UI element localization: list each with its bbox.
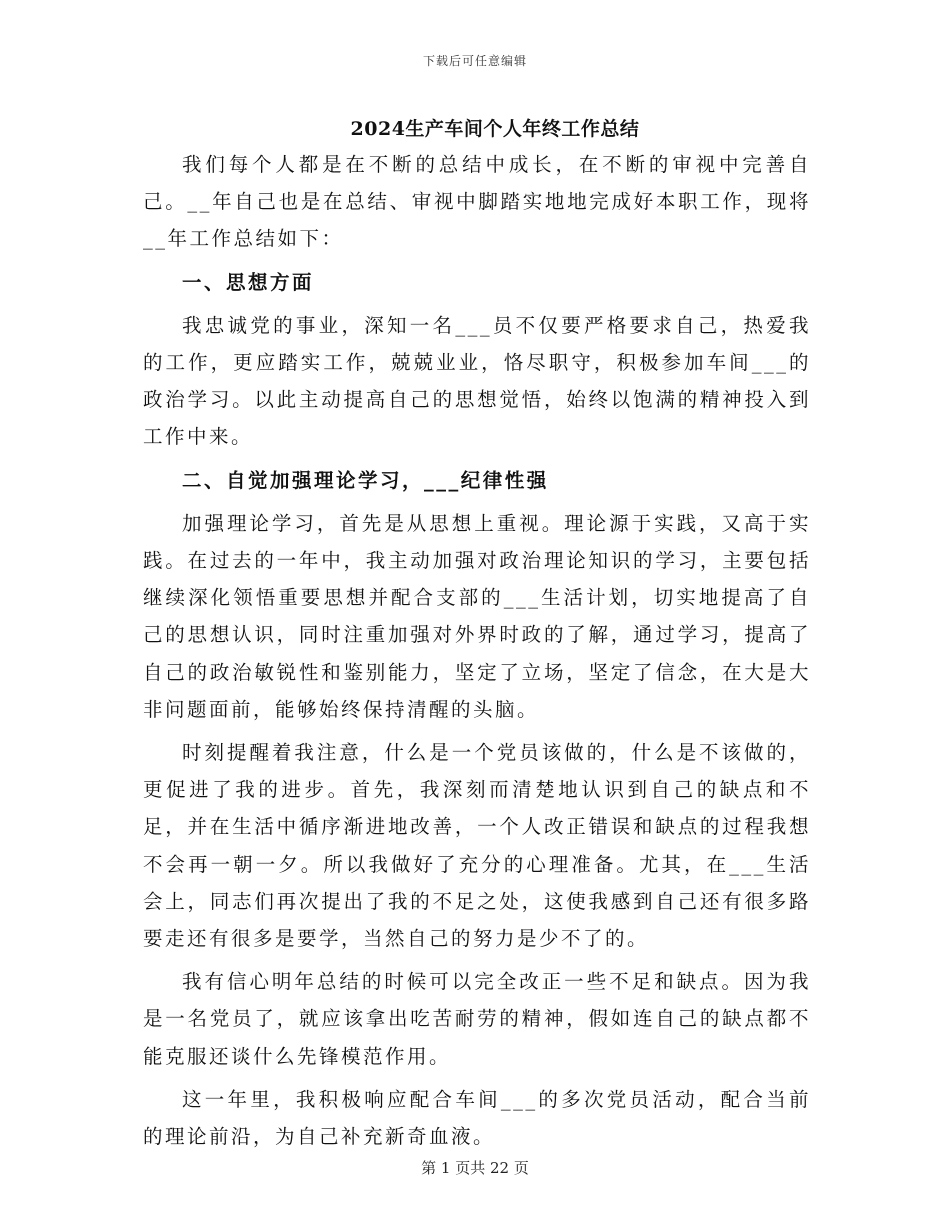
intro-paragraph: 我们每个人都是在不断的总结中成长，在不断的审视中完善自己。__年自己也是在总结、审视中脚踏实地地完成好本职工作，现将__年工作总结如下： (143, 153, 811, 251)
section-2-paragraph: 加强理论学习，首先是从思想上重视。理论源于实践，又高于实践。在过去的一年中，我主动加强对政治理论知识的学习，主要包括继续深化领悟重要思想并配合支部的___生活计划，切实地提高了自己的思想认识，同时注重加强对外界时政的了解，通过学习，提高了自己的政治敏锐性和鉴别能力，坚定了立场，坚定了信念，在大是大非问题面前，能够始终保持清醒的头脑。 (143, 511, 811, 721)
section-heading-1: 一、思想方面 (182, 270, 315, 294)
section-heading-2: 二、自觉加强理论学习，___纪律性强 (182, 468, 549, 492)
header-note: 下载后可任意编辑 (422, 54, 527, 68)
section-2-paragraph: 这一年里，我积极响应配合车间___的多次党员活动，配合当前的理论前沿，为自己补充新奇血液。 (143, 1087, 811, 1149)
document-title: 2024生产车间个人年终工作总结 (350, 118, 640, 140)
document-body (143, 146, 811, 1155)
section-2-paragraph: 时刻提醒着我注意，什么是一个党员该做的，什么是不该做的，更促进了我的进步。首先，我深刻而清楚地认识到自己的缺点和不足，并在生活中循序渐进地改善，一个人改正错误和缺点的过程我想不会再一朝一夕。所以我做好了充分的心理准备。尤其，在___生活会上，同志们再次提出了我的不足之处，这使我感到自己还有很多路要走还有很多是要学，当然自己的努力是少不了的。 (143, 741, 811, 951)
section-2-paragraph: 我有信心明年总结的时候可以完全改正一些不足和缺点。因为我是一名党员了，就应该拿出吃苦耐劳的精神，假如连自己的缺点都不能克服还谈什么先锋模范作用。 (143, 970, 811, 1068)
page-footer: 第 1 页共 22 页 (421, 1159, 529, 1177)
section-1-paragraph: 我忠诚党的事业，深知一名___员不仅要严格要求自己，热爱我的工作，更应踏实工作，兢兢业业，恪尽职守，积极参加车间___的政治学习。以此主动提高自己的思想觉悟，始终以饱满的精神投入到工作中来。 (143, 313, 811, 449)
